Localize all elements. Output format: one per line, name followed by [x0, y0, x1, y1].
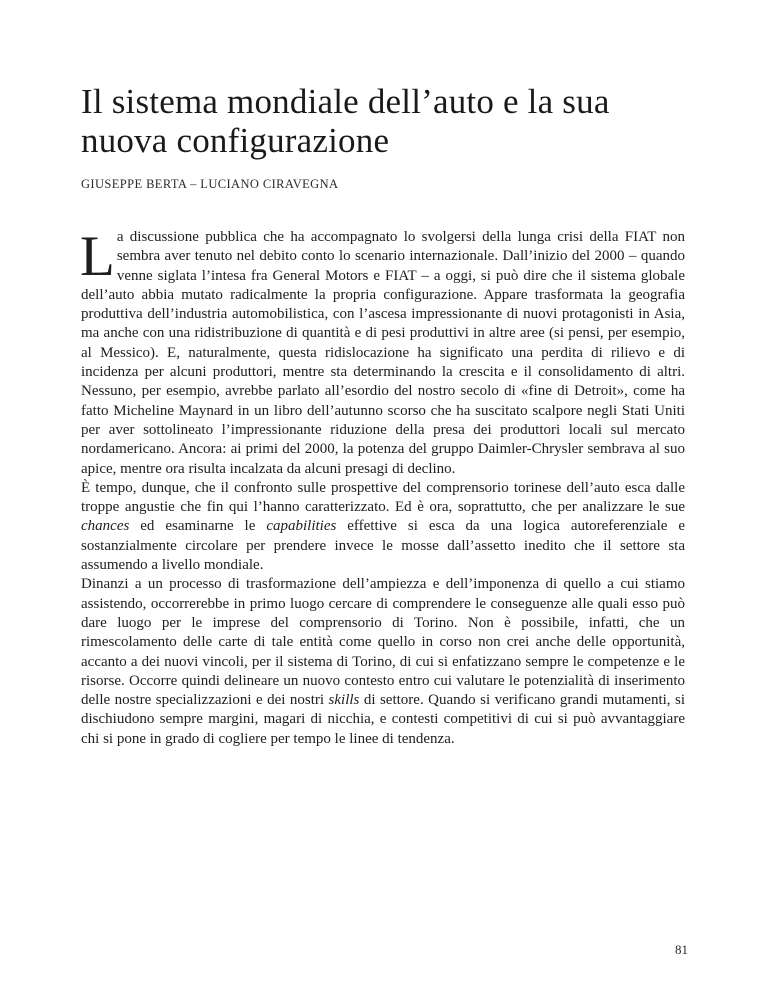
italic-term-chances: chances: [81, 518, 130, 535]
article-title-line-1: Il sistema mondiale dell’auto e la sua: [81, 82, 610, 121]
document-page: [81, 0, 688, 994]
article-title: [81, 82, 688, 160]
paragraph-2-text-a: È tempo, dunque, che il confronto sulle prospettive del comprensorio torinese dell’auto esca dalle troppe angustie che fin qui l’hanno caratterizzato. Ed è ora, soprattutto, che per analizzare le sue: [81, 479, 685, 516]
article-authors: GIUSEPPE BERTA – LUCIANO CIRAVEGNA: [81, 177, 339, 191]
page-number: 81: [675, 942, 688, 957]
drop-cap: L: [80, 225, 115, 288]
italic-term-skills: skills: [328, 692, 360, 709]
paragraph-2-text-c: effettive si esca da una logica autoreferenziale e sostanzialmente circolare per prendere invece le mosse dall’assetto inedito che il settore sta assumendo a livello mondiale.: [81, 518, 686, 574]
paragraph-1: [80, 225, 685, 479]
article-title-line-2: nuova configurazione: [81, 121, 390, 160]
italic-term-capabilities: capabilities: [266, 518, 337, 535]
paragraph-1-text: a discussione pubblica che ha accompagnato lo svolgersi della lunga crisi della FIAT non sembra aver tenuto nel debito conto lo scenario internazionale. Dall’inizio del 2000 – quando venne siglata l’intesa fra General Motors e FIAT – a oggi, si può dire che il sistema globale dell’auto abbia mutato radicalmente la propria configurazione. Appare trasformata la geografia produttiva dell’industria automobilistica, con l’ascesa impressionante di nuovi protagonisti in Asia, ma anche con una ridistribuzione di quantità e di pesi produttivi in altre aree (si pensi, per esempio, al Messico). E, naturalmente, questa ridislocazione ha significato una perdita di rilievo e di incidenza per alcuni produttori, mentre sta determinando la crescita e il consolidamento di altri. Nessuno, per esempio, avrebbe parlato all’esordio del nostro secolo di «fine di Detroit», come ha fatto Micheline Maynard in un libro dell’autunno scorso che ha suscitato scalpore negli Stati Uniti per aver sottolineato l’impressionante riduzione della presa dei produttori locali sul mercato nordamericano. Ancora: ai primi del 2000, la potenza del gruppo Daimler-Chrysler sembrava al suo apice, mentre ora risulta incalzata da alcuni presagi di declino.: [81, 229, 685, 477]
article-body: [80, 225, 686, 749]
paragraph-3-text-b: di settore. Quando si verificano grandi mutamenti, si dischiudono sempre margini, magari di nicchia, e contesti competitivi di cui si può avvantaggiare chi si pone in grado di cogliere per tempo le linee di tendenza.: [81, 692, 686, 747]
paragraph-3: [81, 575, 685, 749]
paragraph-3-text-a: Dinanzi a un processo di trasformazione dell’ampiezza e dell’imponenza di quello a cui stiamo assistendo, occorrerebbe in primo luogo cercare di comprendere le conseguenze alle quali esso può dare luogo per le imprese del comprensorio di Torino. Non è possibile, infatti, che un rimescolamento delle carte di tale entità come quello in corso non crei anche delle opportunità, accanto a dei nuovi vincoli, per il sistema di Torino, di cui si enfatizzano sempre le competenze e le risorse. Occorre quindi delineare un nuovo contesto entro cui valutare le potenzialità di inserimento delle nostre specializzazioni e dei nostri: [81, 576, 685, 709]
paragraph-2: [81, 479, 685, 575]
paragraph-2-text-b: ed esaminarne le: [129, 518, 267, 535]
